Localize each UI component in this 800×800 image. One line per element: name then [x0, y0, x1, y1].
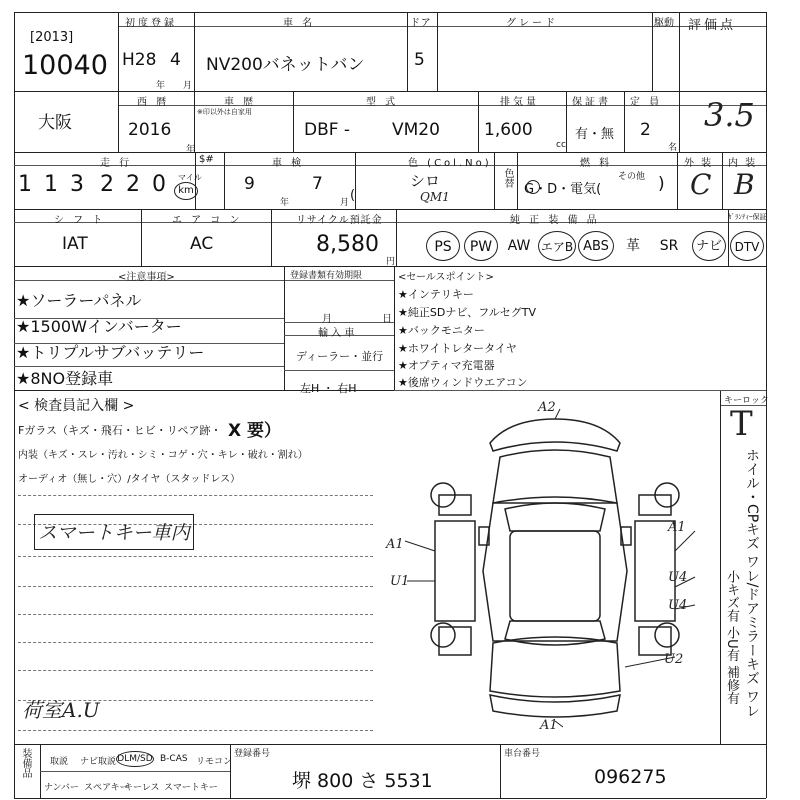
- windshield-line: Fガラス（キズ・飛石・ヒビ・リペア跡・: [18, 424, 222, 437]
- score-label: 評価点: [688, 18, 737, 33]
- ac-value: AC: [190, 234, 214, 254]
- legend-vertical-2: 小キズ有 小U有 補修有: [724, 570, 739, 705]
- mile-unit: マイル: [178, 173, 202, 182]
- year-unit-2: 年: [186, 145, 196, 155]
- plate-number: 堺 800 さ 5531: [292, 770, 433, 792]
- caution-item: ★ソーラーパネル: [16, 291, 142, 310]
- inspector-label: < 検査員記入欄 >: [18, 398, 135, 414]
- odometer-digit: 1: [18, 172, 32, 197]
- region: 大阪: [38, 113, 72, 133]
- damage-mark: U4: [668, 598, 688, 613]
- option-ps: PS: [426, 231, 460, 261]
- hand-note: スマートキー車内: [38, 522, 190, 544]
- cc-unit: cc: [556, 140, 566, 150]
- legend-vertical: ホイル・CPキズ ワレ/ドアミラーキズ ワレ: [744, 448, 760, 718]
- odometer-digit: 2: [100, 172, 114, 197]
- door-label: ドア: [410, 18, 432, 29]
- damage-mark: U1: [390, 574, 410, 589]
- history-label: 車 歴: [224, 97, 257, 108]
- history-sub: ※印以外は自家用: [197, 108, 252, 116]
- item-remote: リモコン: [196, 757, 233, 767]
- color-change: 色替: [502, 168, 513, 188]
- sales-item: ★オプティマ充電器: [398, 359, 495, 372]
- insp-year-unit: 年: [280, 198, 290, 208]
- odometer-digit: 0: [152, 172, 166, 197]
- damage-mark: U2: [664, 652, 684, 667]
- import-handle: 左H ・ 右H: [300, 382, 357, 395]
- lot-number: 10040: [22, 50, 108, 81]
- interior-grade: B: [734, 168, 755, 201]
- exterior-label: 外 装: [684, 158, 714, 169]
- car-diagram: [395, 391, 720, 743]
- color-label: 色 (Col.No): [408, 158, 492, 169]
- item-dlm-sd: DLM/SD: [116, 751, 154, 767]
- reg-era: H28: [122, 50, 157, 70]
- shift-value: IAT: [62, 234, 88, 254]
- reg-month: 4: [170, 50, 181, 70]
- item-plate: ナンバー: [44, 783, 79, 793]
- chassis-no-label: 車台番号: [504, 749, 541, 759]
- interior-label: 内 装: [728, 158, 758, 169]
- sales-item: ★インテリキー: [398, 288, 474, 301]
- capacity-label: 定 員: [630, 97, 663, 108]
- caution-item: ★1500Wインバーター: [16, 317, 182, 336]
- bottom-hand-note: 荷室A.U: [22, 698, 100, 722]
- type-label: 型 式: [366, 97, 399, 108]
- interior-line: 内装（キズ・スレ・汚れ・シミ・コゲ・穴・キレ・破れ・割れ）: [18, 450, 308, 461]
- color-code-hand: QM1: [420, 190, 450, 204]
- displacement-value: 1,600: [484, 120, 533, 140]
- year-unit: 年: [156, 81, 166, 91]
- plate-label: 登録番号: [234, 749, 271, 759]
- item-keyless: キーレス: [124, 783, 160, 793]
- sales-item: ★バックモニター: [398, 324, 485, 337]
- ac-label: エ ア コ ン: [172, 215, 243, 226]
- recycle-label: リサイクル預託金: [296, 215, 383, 226]
- odometer-digit: 2: [126, 172, 140, 197]
- km-unit-circled: km: [174, 182, 198, 200]
- type-code: VM20: [392, 120, 440, 140]
- damage-mark: A2: [538, 400, 556, 415]
- year-bracket: [2013]: [30, 30, 74, 45]
- caution-item: ★8NO登録車: [16, 369, 114, 388]
- western-year-label: 西 暦: [137, 97, 170, 108]
- insp-month-unit: 月: [340, 198, 350, 208]
- grade-label: グレード: [506, 18, 558, 29]
- caution-item: ★トリプルサブバッテリー: [16, 343, 205, 362]
- capacity-value: 2: [640, 120, 651, 140]
- option-aw: AW: [507, 238, 531, 254]
- option-sr: SR: [659, 238, 679, 254]
- mileage-label: 走 行: [100, 158, 133, 169]
- color-value: シロ: [410, 172, 441, 190]
- windshield-mark: X 要）: [228, 421, 282, 441]
- import-label: 輸 入 車: [318, 328, 355, 339]
- option-leather: 革: [626, 238, 640, 254]
- option-abs: ABS: [578, 231, 614, 261]
- fuel-value: G・D・電気(: [524, 182, 602, 197]
- keylock-label: キーロック: [724, 396, 769, 406]
- shift-label: シ フ ト: [54, 215, 106, 226]
- sales-label: <セールスポイント>: [398, 272, 494, 283]
- option-navi: ナビ: [692, 231, 726, 261]
- item-navi-manual: ナビ取説: [80, 757, 117, 767]
- drive-label: 駆動: [654, 18, 674, 29]
- keylock-mark: T: [730, 404, 753, 444]
- model-name: NV200バネットバン: [206, 55, 365, 75]
- import-dealer: ディーラー・並行: [296, 350, 384, 363]
- year-value: 2016: [128, 120, 172, 140]
- color-paren-open: (: [350, 188, 356, 203]
- fuel-close: ): [658, 174, 665, 194]
- damage-mark: A1: [540, 718, 558, 733]
- odometer-digit: 3: [70, 172, 84, 197]
- sales-item: ★純正SDナビ、フルセグTV: [398, 306, 537, 319]
- item-manual: 取説: [50, 757, 69, 767]
- fuel-label: 燃 料: [580, 158, 613, 169]
- option-airbag: エアB: [538, 231, 576, 261]
- odometer-digit: 1: [44, 172, 58, 197]
- first-reg-label: 初度登録: [125, 18, 177, 29]
- damage-mark: A1: [668, 520, 686, 535]
- warranty-label: 保証書: [572, 97, 611, 108]
- capacity-unit: 名: [668, 143, 678, 153]
- score-handwritten: 3.5: [704, 96, 755, 134]
- doc-deadline-label: 登録書類有効期限: [290, 271, 363, 281]
- inspection-month: 7: [312, 174, 323, 194]
- sales-item: ★ホワイトレタータイヤ: [398, 342, 517, 355]
- type-prefix: DBF -: [304, 120, 351, 140]
- caution-label: <注意事項>: [118, 272, 175, 283]
- sales-item: ★後席ウィンドウエアコン: [398, 376, 528, 389]
- audio-tire-line: オーディオ（無し・穴）/タイヤ（スタッドレス）: [18, 474, 241, 485]
- model-label: 車 名: [283, 18, 316, 29]
- inspection-label: 車 検: [272, 158, 305, 169]
- option-pw: PW: [464, 231, 498, 261]
- warranty-value: 有・無: [575, 127, 615, 142]
- item-bcas: B-CAS: [160, 754, 188, 764]
- guarantee-label: ｶﾞﾗﾝﾃｨｰ保証: [728, 213, 767, 221]
- equipment-label: 純 正 装 備 品: [510, 215, 600, 226]
- s-label: $#: [199, 154, 214, 165]
- door-count: 5: [414, 50, 425, 70]
- item-spare-key: スペアキー: [84, 783, 129, 793]
- chassis-number: 096275: [594, 766, 667, 788]
- displacement-label: 排気量: [500, 97, 539, 108]
- items-label: 装備品: [20, 748, 31, 778]
- exterior-grade: C: [690, 168, 712, 201]
- inspection-year: 9: [244, 174, 255, 194]
- damage-mark: U4: [668, 570, 688, 585]
- deadline-month: 月: [322, 314, 332, 325]
- month-unit: 月: [183, 81, 193, 91]
- fuel-selected-circle: [526, 180, 540, 194]
- damage-mark: A1: [386, 537, 404, 552]
- fuel-other: その他: [618, 172, 646, 182]
- yen-unit: 円: [386, 257, 396, 267]
- item-smart-key: スマートキー: [164, 783, 218, 793]
- recycle-value: 8,580: [316, 232, 379, 257]
- deadline-day: 日: [382, 314, 392, 325]
- option-dtv: DTV: [730, 231, 764, 261]
